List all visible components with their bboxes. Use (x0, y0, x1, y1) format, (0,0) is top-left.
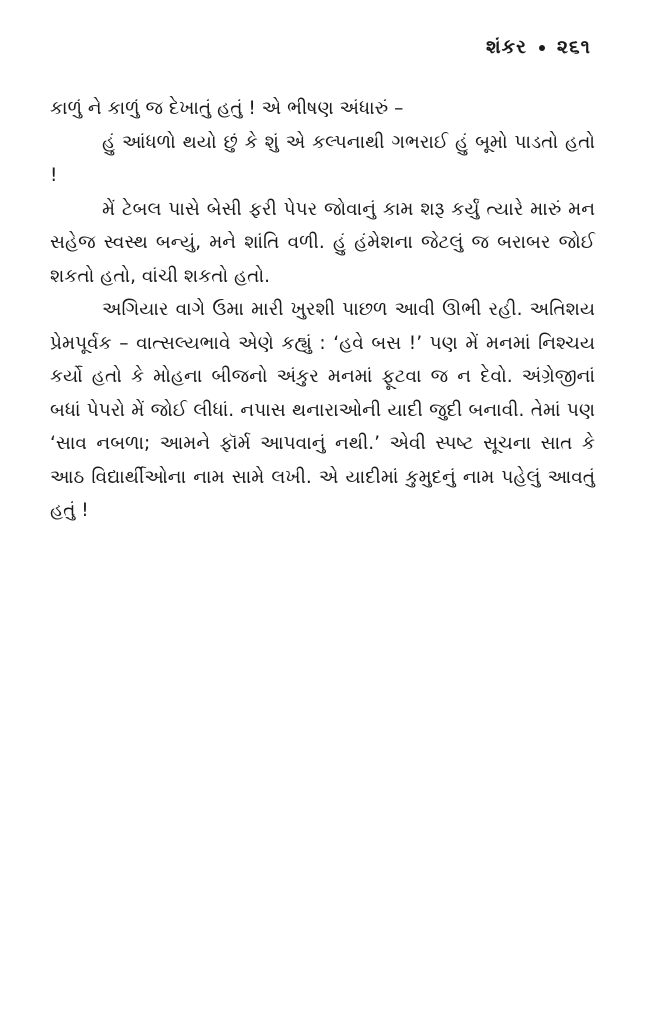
running-header-title: શંકર (486, 36, 527, 58)
header-bullet-separator (539, 45, 545, 51)
paragraph-1: કાળું ને કાળું જ દેખાતું હતું ! એ ભીષણ અંધારું – (50, 98, 404, 119)
paragraph-4: અગિયાર વાગે ઉમા મારી ખુરશી પાછળ આવી ઊભી રહી. અતિશય પ્રેમપૂર્વક – વાત્સલ્યભાવે એણે કહ્યું : ‘હવે બસ !’ પણ મેં મનમાં નિશ્ચય કર્યો હતો કે મોહના બીજનો અંકુર મનમાં ફૂટવા જ ન દેવો. અંગ્રેજીનાં બધાં પેપરો મેં જોઈ લીધાં. નપાસ થનારાઓની યાદી જુદી બનાવી. તેમાં પણ ‘સાવ નબળા; આમને ફૉર્મ આપવાનું નથી.’ એવી સ્પષ્ટ સૂચના સાત કે આઠ વિદ્યાર્થીઓના નામ સામે લખી. એ યાદીમાં કુમુદનું નામ પહેલું આવતું હતું ! (50, 299, 595, 521)
body-text (50, 92, 595, 528)
paragraph-3: મેં ટેબલ પાસે બેસી ફરી પેપર જોવાનું કામ શરૂ કર્યું ત્યારે મારું મન સહેજ સ્વસ્થ બન્યું, મને શાંતિ વળી. હું હંમેશના જેટલું જ બરાબર જોઈ શકતો હતો, વાંચી શકતો હતો. (50, 198, 595, 287)
paragraph-2: હું આંધળો થયો છું કે શું એ કલ્પનાથી ગભરાઈ હું બૂમો પાડતો હતો ! (50, 131, 595, 186)
page-number: ૨૬૧ (556, 36, 591, 58)
running-header (486, 36, 591, 58)
